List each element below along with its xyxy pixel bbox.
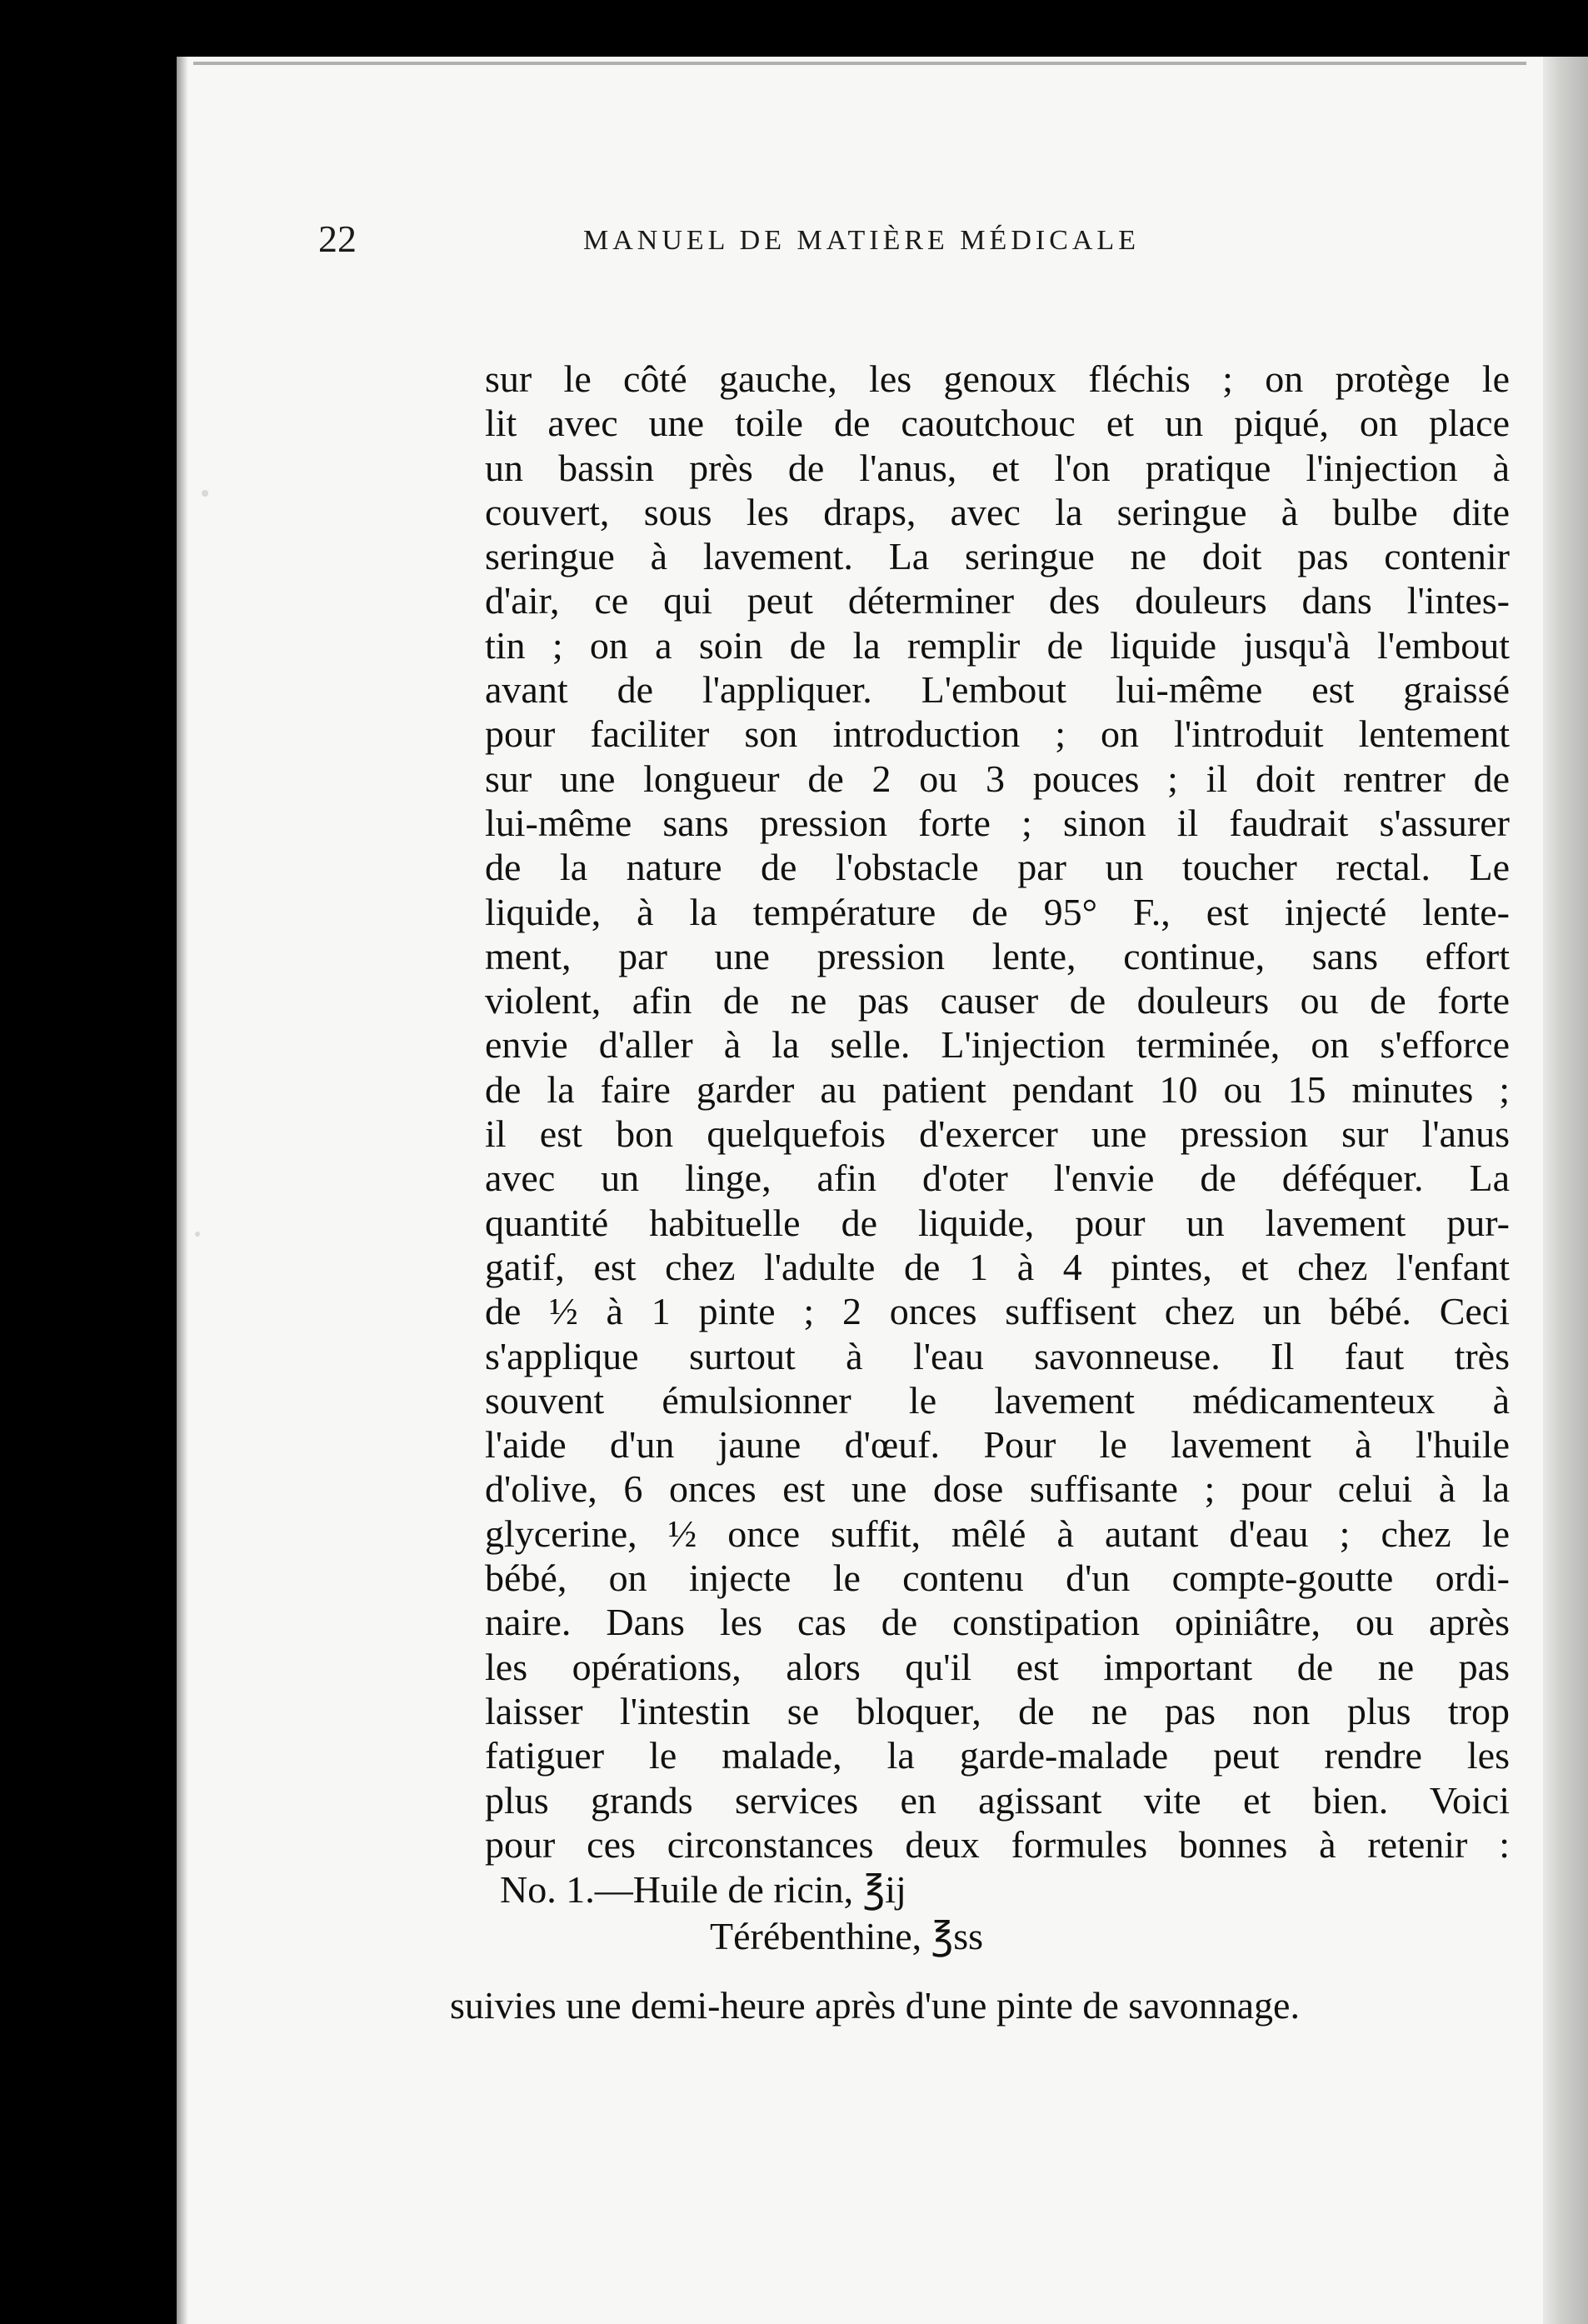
text-line: plus grands services en agissant vite et bien. Voici bbox=[485, 1778, 1510, 1822]
text-line: ment, par une pression lente, continue, sans effort bbox=[485, 934, 1510, 977]
text-line: couvert, sous les draps, avec la seringue à bulbe dite bbox=[485, 490, 1510, 533]
formula-line-1: No. 1.—Huile de ricin, ℥ij bbox=[500, 1868, 906, 1911]
text-line: il est bon quelquefois d'exercer une pression sur l'anus bbox=[485, 1112, 1510, 1156]
text-line: sur une longueur de 2 ou 3 pouces ; il doit rentrer de bbox=[485, 757, 1510, 800]
text-line: lit avec une toile de caoutchouc et un piqué, on place bbox=[485, 402, 1510, 445]
page-edge bbox=[1543, 57, 1588, 2324]
text-line: de la nature de l'obstacle par un toucher rectal. Le bbox=[485, 846, 1510, 889]
text-line: d'air, ce qui peut déterminer des douleurs dans l'intes- bbox=[485, 579, 1510, 622]
text-line: s'applique surtout à l'eau savonneuse. Il faut très bbox=[485, 1334, 1510, 1377]
text-line: quantité habituelle de liquide, pour un lavement pur- bbox=[485, 1201, 1510, 1244]
running-head: MANUEL DE MATIÈRE MÉDICALE bbox=[583, 225, 1140, 256]
text-line: seringue à lavement. La seringue ne doit pas contenir bbox=[485, 535, 1510, 578]
text-line: de la faire garder au patient pendant 10 ou 15 minutes ; bbox=[485, 1067, 1510, 1111]
text-line: lui-même sans pression forte ; sinon il faudrait s'assurer bbox=[485, 801, 1510, 844]
formula-block bbox=[500, 1867, 983, 1960]
text-line: les opérations, alors qu'il est important de ne pas bbox=[485, 1645, 1510, 1688]
body-paragraph bbox=[485, 357, 1510, 1867]
text-line: violent, afin de ne pas causer de douleurs ou de forte bbox=[485, 979, 1510, 1022]
text-line: naire. Dans les cas de constipation opiniâtre, ou après bbox=[485, 1601, 1510, 1644]
text-line: fatiguer le malade, la garde-malade peut rendre les bbox=[485, 1734, 1510, 1777]
text-line: souvent émulsionner le lavement médicamenteux à bbox=[485, 1378, 1510, 1422]
text-line: gatif, est chez l'adulte de 1 à 4 pintes, et chez l'enfant bbox=[485, 1245, 1510, 1288]
page-number: 22 bbox=[318, 217, 357, 260]
spine-shadow bbox=[177, 57, 188, 2324]
text-line: sur le côté gauche, les genoux fléchis ; on protège le bbox=[485, 357, 1510, 400]
text-line: envie d'aller à la selle. L'injection terminée, on s'efforce bbox=[485, 1023, 1510, 1067]
text-line: pour faciliter son introduction ; on l'introduit lentement bbox=[485, 712, 1510, 756]
text-line: l'aide d'un jaune d'œuf. Pour le lavement à l'huile bbox=[485, 1423, 1510, 1467]
text-line: liquide, à la température de 95° F., est injecté lente- bbox=[485, 890, 1510, 933]
text-line: de ½ à 1 pinte ; 2 onces suffisent chez un bébé. Ceci bbox=[485, 1290, 1510, 1333]
text-line: laisser l'intestin se bloquer, de ne pas non plus trop bbox=[485, 1689, 1510, 1732]
text-line: d'olive, 6 onces est une dose suffisante ; pour celui à la bbox=[485, 1467, 1510, 1511]
text-line: pour ces circonstances deux formules bonnes à retenir : bbox=[485, 1822, 1510, 1866]
text-line: glycerine, ½ once suffit, mêlé à autant d'eau ; chez le bbox=[485, 1512, 1510, 1555]
text-line: bébé, on injecte le contenu d'un compte-goutte ordi- bbox=[485, 1557, 1510, 1600]
text-line: un bassin près de l'anus, et l'on pratique l'injection à bbox=[485, 446, 1510, 489]
formula-line-2: Térébenthine, ℥ss bbox=[710, 1915, 984, 1957]
paper-speck bbox=[195, 1232, 200, 1237]
text-line: avant de l'appliquer. L'embout lui-même est graissé bbox=[485, 668, 1510, 712]
top-edge-rule bbox=[193, 62, 1526, 65]
paper-speck bbox=[202, 490, 208, 497]
text-line: avec un linge, afin d'oter l'envie de déféquer. La bbox=[485, 1157, 1510, 1200]
closing-line: suivies une demi-heure après d'une pinte de savonnage. bbox=[450, 1984, 1300, 2027]
text-line: tin ; on a soin de la remplir de liquide jusqu'à l'embout bbox=[485, 623, 1510, 667]
